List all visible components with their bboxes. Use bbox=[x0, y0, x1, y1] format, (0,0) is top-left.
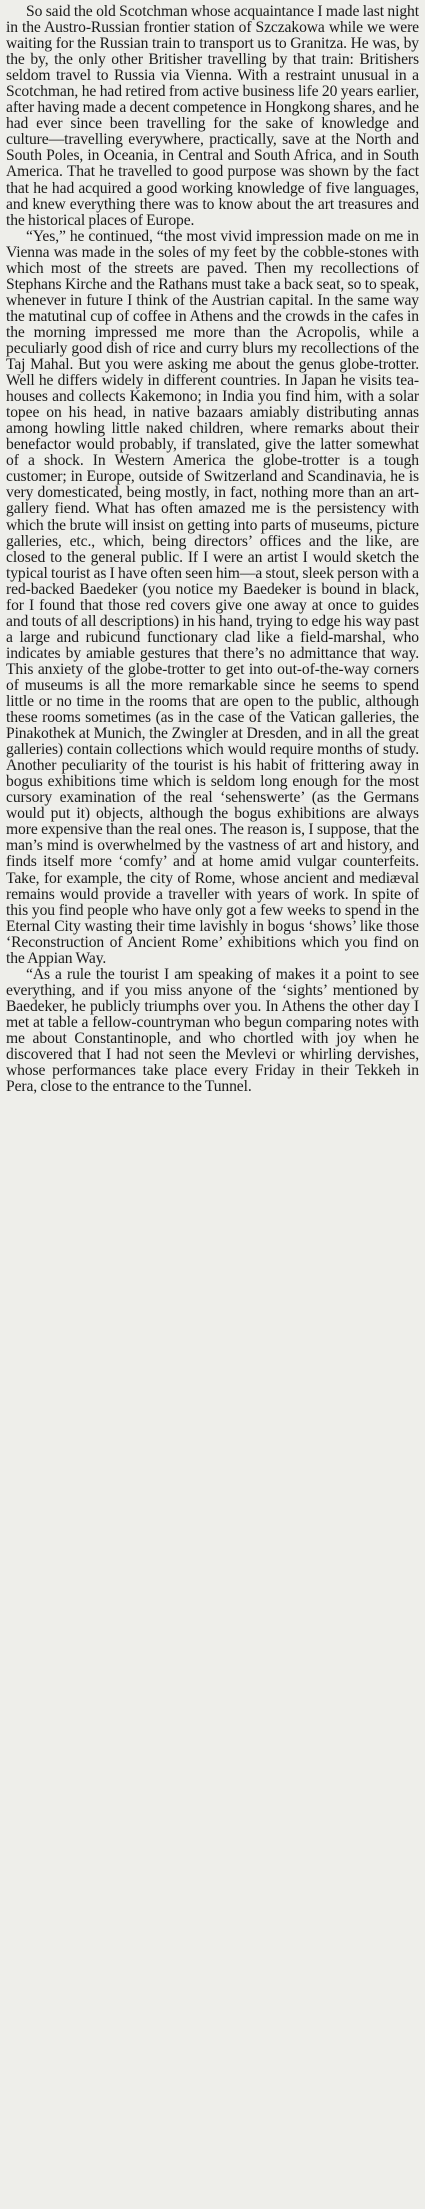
paragraph-3: “As a rule the tourist I am speaking of makes it a point to see everything, and if you miss anyone of the ‘sights’ mentioned by Baedeker, he publicly triumphs over you. In Athens the other day I met at table a fellow-countryman who begun comparing notes with me about Constantinople, and who chortled with joy when he discovered that I had not seen the Mevlevi or whirling dervishes, whose performances take place every Friday in their Tekkeh in Pera, close to the entrance to the Tunnel. bbox=[6, 965, 419, 1096]
article-column bbox=[6, 4, 419, 1095]
paragraph-1: So said the old Scotchman whose acquaintance I made last night in the Austro-Russian frontier station of Szczakowa while we were waiting for the Russian train to transport us to Granitza. He was, by the by, the only other Britisher travelling by that train: Britishers seldom travel to Russia via Vienna. With a restraint unusual in a Scotchman, he had retired from active business life 20 years earlier, after having made a decent competence in Hongkong shares, and he had ever since been travelling for the sake of knowledge and culture—travelling everywhere, practically, save at the North and South Poles, in Oceania, in Central and South Africa, and in South America. That he travelled to good purpose was shown by the fact that he had acquired a good working knowledge of five languages, and knew everything there was to know about the art treasures and the historical places of Europe. bbox=[6, 3, 419, 229]
paragraph-2: “Yes,” he continued, “the most vivid impression made on me in Vienna was made in the soles of my feet by the cobble-stones with which most of the streets are paved. Then my recollections of Stephans Kirche and the Rathans must take a back seat, so to speak, whenever in future I think of the Austrian capital. In the same way the matutinal cup of coffee in Athens and the crowds in the cafes in the morning impressed me more than the Acropolis, while a peculiarly good dish of rice and curry blurs my recollections of the Taj Mahal. But you were asking me about the genus globe-trotter. Well he differs widely in different countries. In Japan he visits tea-houses and collects Kakemono; in India you find him, with a solar topee on his head, in native bazaars amiably distributing annas among howling little naked children, where remarks about their benefactor would probably, if translated, give the latter somewhat of a shock. In Western America the globe-trotter is a tough customer; in Europe, outside of Switzerland and Scandinavia, he is very domesticated, being mostly, in fact, nothing more than an art-gallery fiend. What has often amazed me is the persistency with which the brute will insist on getting into parts of museums, picture galleries, etc., which, being directors’ offices and the like, are closed to the general public. If I were an artist I would sketch the typical tourist as I have often seen him—a stout, sleek person with a red-backed Baedeker (you notice my Baedeker is bound in black, for I found that those red covers give one away at once to guides and touts of all descriptions) in his hand, trying to edge his way past a large and rubicund functionary clad like a field-marshal, who indicates by amiable gestures that there’s no admittance that way. This anxiety of the globe-trotter to get into out-of-the-way corners of museums is all the more remarkable since he seems to spend little or no time in the rooms that are open to the public, although these rooms sometimes (as in the case of the Vatican galleries, the Pinakothek at Munich, the Zwingler at Dresden, and in all the great galleries) contain collections which would require months of study. Another peculiarity of the tourist is his habit of frittering away in bogus exhibitions time which is seldom long enough for the most cursory examination of the real ‘sehenswerte’ (as the Germans would put it) objects, although the bogus exhibitions are always more expensive than the real ones. The reason is, I suppose, that the man’s mind is overwhelmed by the vastness of art and history, and finds itself more ‘comfy’ and at home amid vulgar counterfeits. Take, for example, the city of Rome, whose ancient and mediæval remains would provide a traveller with years of work. In spite of this you find people who have only got a few weeks to spend in the Eternal City wasting their time lavishly in bogus ‘shows’ like those ‘Reconstruction of Ancient Rome’ exhibitions which you find on the Appian Way. bbox=[6, 227, 419, 967]
